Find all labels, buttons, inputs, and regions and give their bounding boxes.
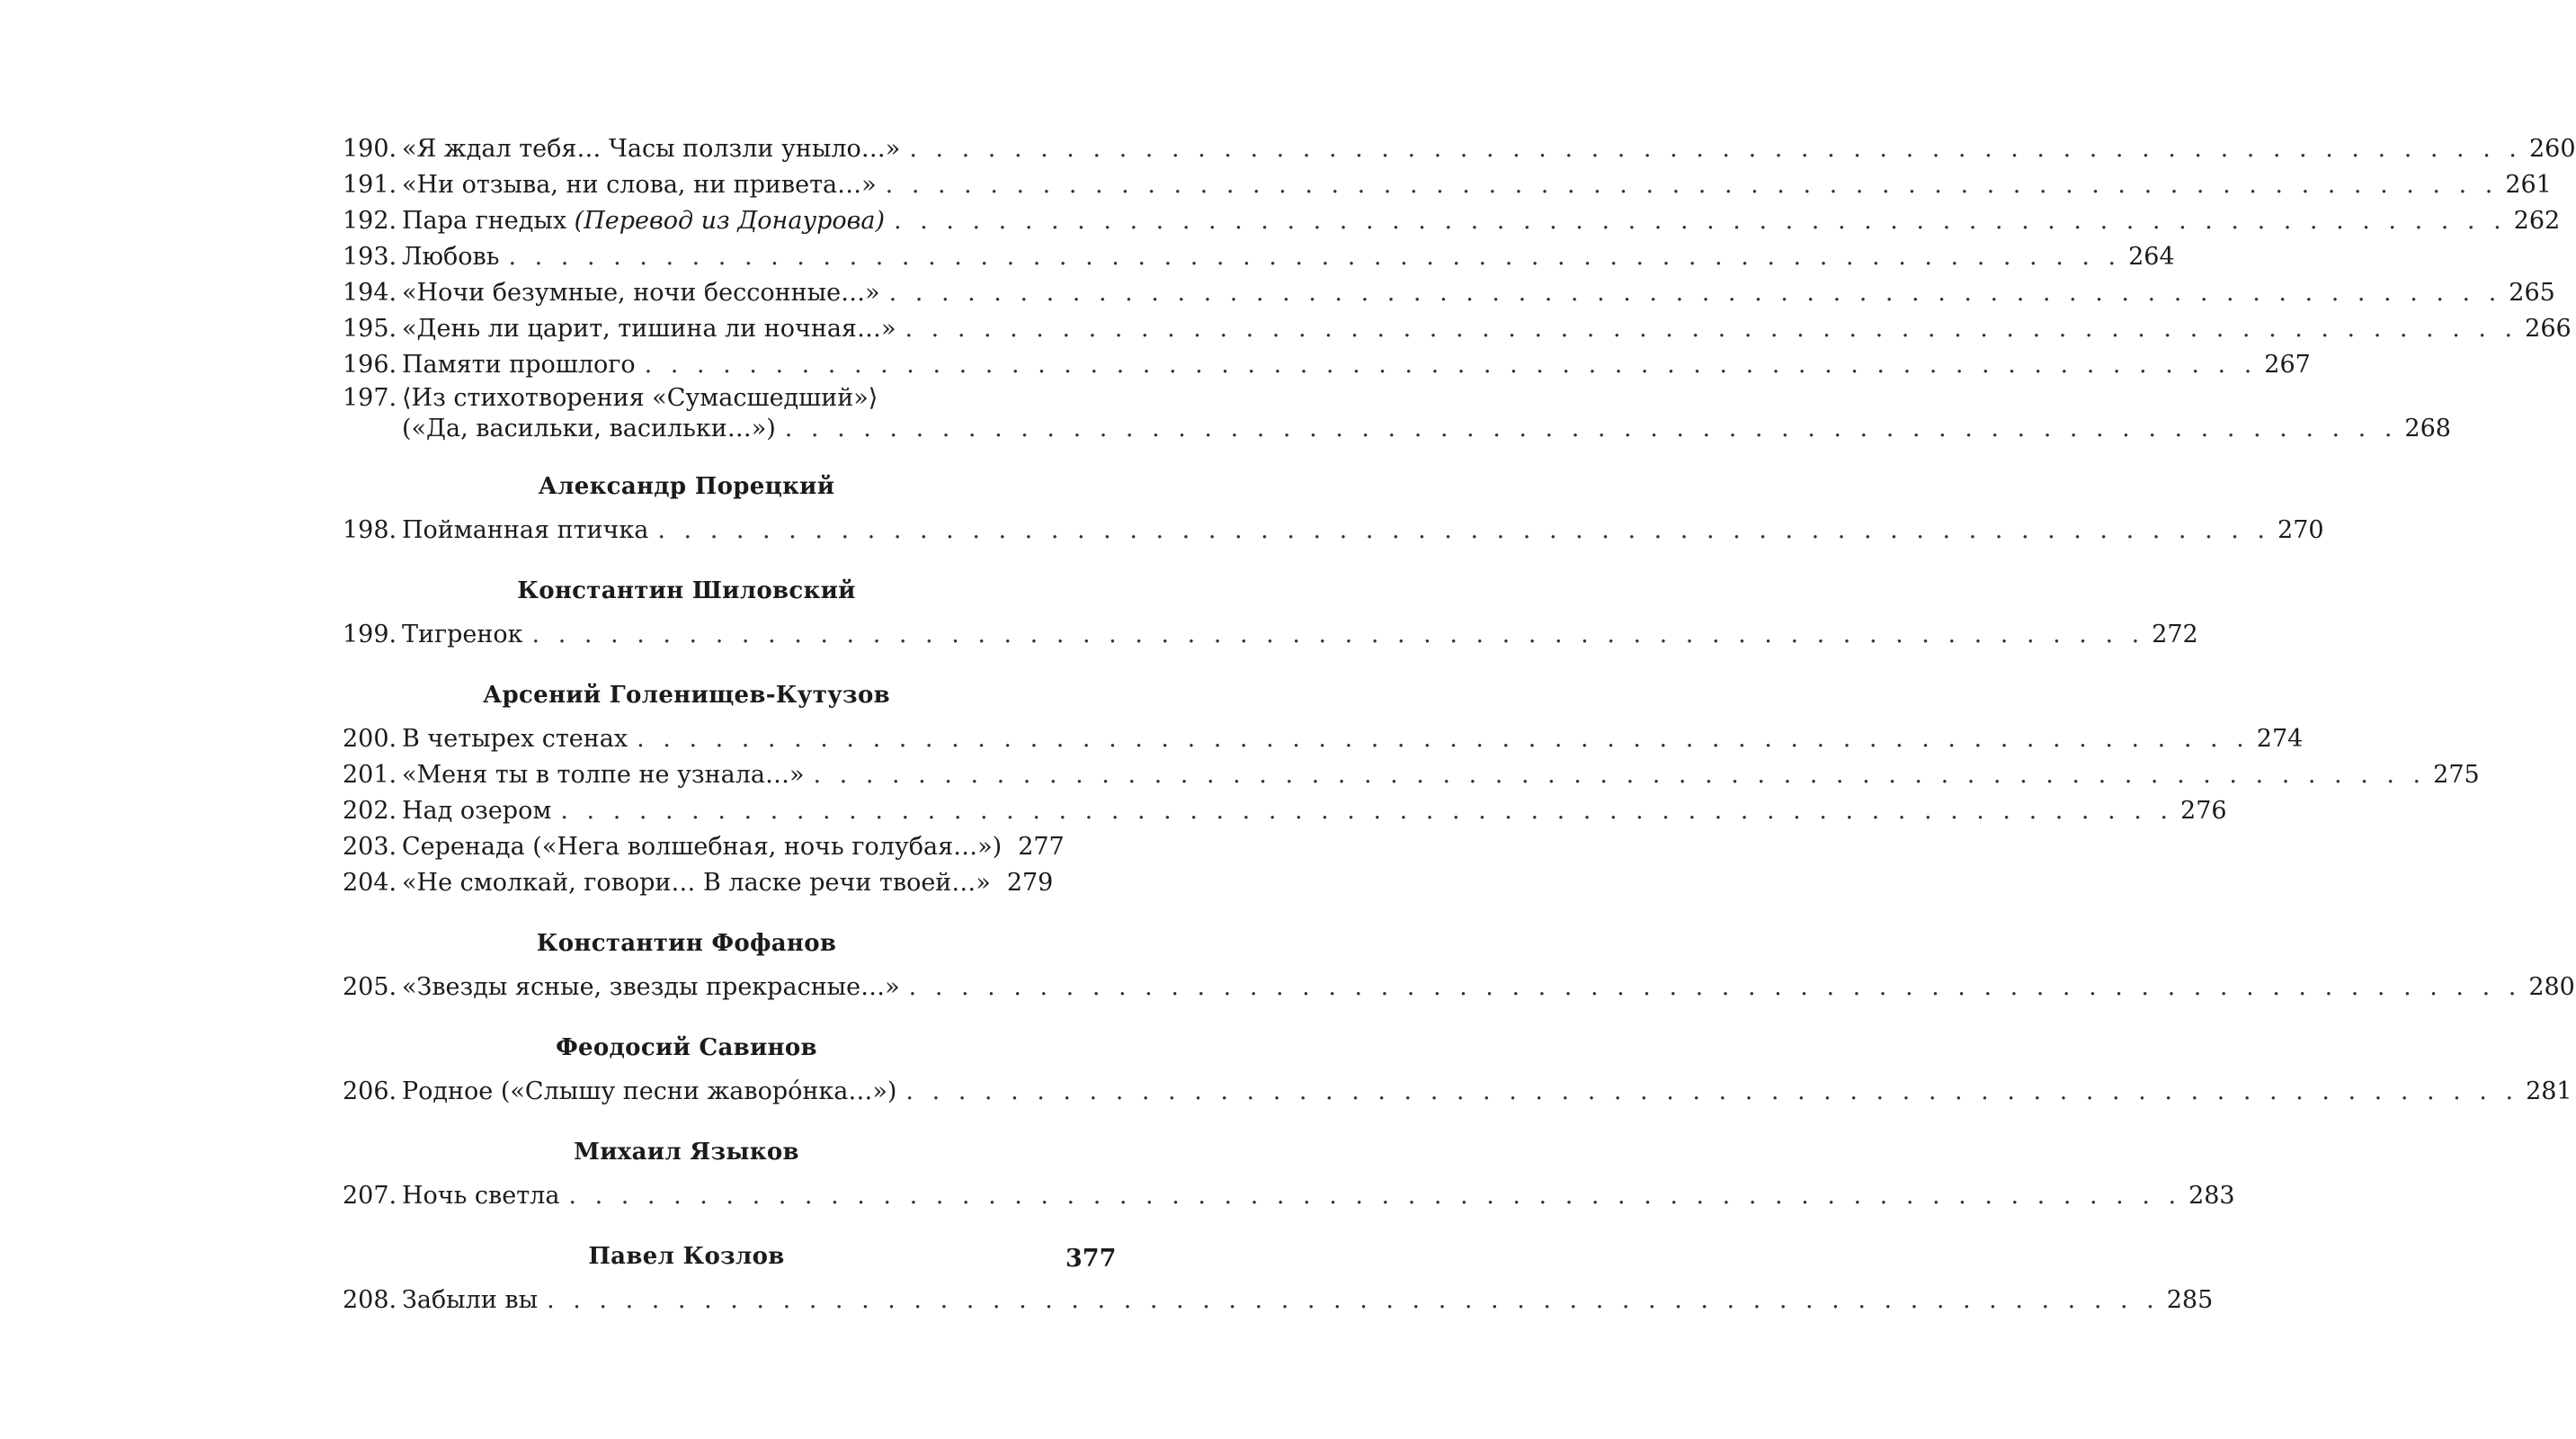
entry-page: 276 <box>2180 797 2227 825</box>
entry-page: 262 <box>2513 207 2561 235</box>
entry-title-text: «Ни отзыва, ни слова, ни привета…» <box>402 171 877 199</box>
entry-number: 202. <box>343 797 397 825</box>
toc-entry[interactable] <box>343 383 2451 444</box>
entry-title-text: Родное («Слышу песни жаворóнка…») <box>402 1077 897 1105</box>
entry-page: 266 <box>2525 315 2572 343</box>
dot-leader: . . . . . . . . . . . . . . . . . . . . . . . . . . . . . . . . . . . . . . . . . . . . . . . . . . . . . . . . . . . . . . <box>547 1286 2160 1314</box>
dot-leader: . . . . . . . . . . . . . . . . . . . . . . . . . . . . . . . . . . . . . . . . . . . . . . . . . . . . . . . . . . . . . . <box>637 725 2250 753</box>
toc-entry-second-line <box>343 414 2451 444</box>
entry-number: 190. <box>343 135 397 163</box>
toc-entry[interactable] <box>343 1283 2214 1318</box>
toc-entry[interactable] <box>343 239 2175 275</box>
entry-title-text: «Меня ты в толпе не узнала…» <box>402 761 805 789</box>
dot-leader: . . . . . . . . . . . . . . . . . . . . . . . . . . . . . . . . . . . . . . . . . . . . . . . . . . . . . . . . . . . . . . <box>560 797 2174 825</box>
entry-number: 208. <box>343 1286 397 1314</box>
entry-title <box>402 513 648 549</box>
entry-title-text: «Не смолкай, говори… В ласке речи твоей…» <box>402 869 991 897</box>
entry-title <box>402 131 900 167</box>
entry-number: 194. <box>343 279 397 307</box>
toc-entry[interactable] <box>343 1074 2572 1110</box>
dot-leader: . . . . . . . . . . . . . . . . . . . . . . . . . . . . . . . . . . . . . . . . . . . . . . . . . . . . . . . . . . . . . . <box>905 1077 2519 1105</box>
entry-title <box>402 239 499 275</box>
toc-entry[interactable] <box>343 970 2575 1006</box>
entry-number: 201. <box>343 761 397 789</box>
entry-page: 274 <box>2256 725 2304 753</box>
entry-page: 272 <box>2152 621 2198 648</box>
entry-title <box>402 970 900 1006</box>
toc-entry[interactable] <box>343 793 2227 829</box>
entry-title <box>402 829 1002 865</box>
dot-leader: . . . . . . . . . . . . . . . . . . . . . . . . . . . . . . . . . . . . . . . . . . . . . . . . . . . . . . . . . . . . . . <box>885 171 2499 199</box>
entry-page: 285 <box>2166 1286 2214 1314</box>
entry-number: 195. <box>343 315 397 343</box>
entry-page: 261 <box>2505 171 2552 199</box>
entry-number: 197. <box>343 384 397 412</box>
entry-page: 281 <box>2526 1077 2572 1105</box>
entry-title-text: Серенада («Нега волшебная, ночь голубая…») <box>402 833 1003 861</box>
toc-entry[interactable] <box>343 131 2576 167</box>
entry-title <box>402 347 636 383</box>
entry-title <box>402 721 628 757</box>
entry-number: 196. <box>343 351 397 379</box>
author-heading: Константин Фофанов <box>536 930 837 957</box>
entry-page: 268 <box>2404 415 2451 442</box>
entry-title-text: Над озером <box>402 797 552 825</box>
toc-entry[interactable] <box>343 617 2198 653</box>
entry-title <box>402 1178 559 1214</box>
entry-title <box>402 311 896 347</box>
toc-entry-first-line <box>343 383 1030 414</box>
entry-title <box>402 275 880 311</box>
entry-title-text: «Я ждал тебя… Часы ползли уныло…» <box>402 135 901 163</box>
entry-page: 264 <box>2128 243 2175 271</box>
author-heading: Константин Шиловский <box>517 577 856 604</box>
entry-title: ⟨Из стихотворения «Сумасшедший»⟩ <box>402 384 878 412</box>
toc-entry[interactable] <box>343 829 1065 865</box>
entry-title <box>402 865 991 901</box>
entry-title <box>402 1283 538 1318</box>
dot-leader: . . . . . . . . . . . . . . . . . . . . . . . . . . . . . . . . . . . . . . . . . . . . . . . . . . . . . . . . . . . . . . <box>813 761 2427 789</box>
entry-number: 199. <box>343 621 397 648</box>
toc-entry[interactable] <box>343 275 2555 311</box>
entry-page: 275 <box>2433 761 2480 789</box>
dot-leader: . . . . . . . . . . . . . . . . . . . . . . . . . . . . . . . . . . . . . . . . . . . . . . . . . . . . . . . . . . . . . . <box>657 516 2271 544</box>
entry-title <box>402 203 885 239</box>
entry-title <box>402 167 877 203</box>
dot-leader: . . . . . . . . . . . . . . . . . . . . . . . . . . . . . . . . . . . . . . . . . . . . . . . . . . . . . . . . . . . . . . <box>905 315 2518 343</box>
entry-title-text: «День ли царит, тишина ли ночная…» <box>402 315 896 343</box>
entry-title-text: В четырех стенах <box>402 725 628 753</box>
entry-subtitle: («Да, васильки, васильки…») <box>402 415 776 442</box>
entry-number: 207. <box>343 1182 397 1210</box>
entry-page: 260 <box>2528 135 2576 163</box>
entry-number: 206. <box>343 1077 397 1105</box>
dot-leader: . . . . . . . . . . . . . . . . . . . . . . . . . . . . . . . . . . . . . . . . . . . . . . . . . . . . . . . . . . . . . . <box>909 135 2522 163</box>
entry-title-text: Ночь светла <box>402 1182 560 1210</box>
entry-title-text: Пойманная птичка <box>402 516 649 544</box>
entry-title-text: Любовь <box>402 243 500 271</box>
toc-entry[interactable] <box>343 167 2552 203</box>
dot-leader: . . . . . . . . . . . . . . . . . . . . . . . . . . . . . . . . . . . . . . . . . . . . . . . . . . . . . . . . . . . . . . <box>908 973 2522 1001</box>
entry-number: 191. <box>343 171 397 199</box>
author-heading: Феодосий Савинов <box>556 1034 817 1061</box>
entry-page: 279 <box>1006 869 1054 897</box>
author-heading: Павел Козлов <box>588 1243 785 1270</box>
entry-title <box>402 1074 896 1110</box>
dot-leader: . . . . . . . . . . . . . . . . . . . . . . . . . . . . . . . . . . . . . . . . . . . . . . . . . . . . . . . . . . . . . . <box>508 243 2122 271</box>
entry-title-text: Пара гнедых <box>402 207 567 235</box>
entry-title-text: Тигренок <box>402 621 523 648</box>
toc-entry[interactable] <box>343 1178 2235 1214</box>
author-heading: Арсений Голенищев-Кутузов <box>483 682 890 709</box>
entry-page: 265 <box>2509 279 2555 307</box>
toc-entry[interactable] <box>343 347 2311 383</box>
entry-page: 283 <box>2188 1182 2235 1210</box>
entry-title-text: «Звезды ясные, звезды прекрасные…» <box>402 973 900 1001</box>
toc-entry[interactable] <box>343 757 2480 793</box>
dot-leader: . . . . . . . . . . . . . . . . . . . . . . . . . . . . . . . . . . . . . . . . . . . . . . . . . . . . . . . . . . . . . . <box>568 1182 2182 1210</box>
entry-note: (Перевод из Донаурова) <box>574 207 885 235</box>
toc-entry[interactable] <box>343 865 1054 901</box>
page-number: 377 <box>1065 1245 1117 1273</box>
dot-leader: . . . . . . . . . . . . . . . . . . . . . . . . . . . . . . . . . . . . . . . . . . . . . . . . . . . . . . . . . . . . . . <box>888 279 2502 307</box>
entry-page: 270 <box>2277 516 2324 544</box>
entry-number: 198. <box>343 516 397 544</box>
entry-title-text: Памяти прошлого <box>402 351 636 379</box>
entry-number: 204. <box>343 869 397 897</box>
toc-entry[interactable] <box>343 721 2304 757</box>
entry-title <box>402 793 551 829</box>
dot-leader: . . . . . . . . . . . . . . . . . . . . . . . . . . . . . . . . . . . . . . . . . . . . . . . . . . . . . . . . . . . . . . <box>644 351 2258 379</box>
dot-leader: . . . . . . . . . . . . . . . . . . . . . . . . . . . . . . . . . . . . . . . . . . . . . . . . . . . . . . . . . . . . . . <box>531 621 2145 648</box>
dot-leader: . . . . . . . . . . . . . . . . . . . . . . . . . . . . . . . . . . . . . . . . . . . . . . . . . . . . . . . . . . . . . . <box>894 207 2507 235</box>
entry-number: 200. <box>343 725 397 753</box>
entry-title <box>402 757 804 793</box>
author-heading: Михаил Языков <box>574 1139 799 1166</box>
entry-page: 277 <box>1018 833 1065 861</box>
author-heading: Александр Порецкий <box>538 473 835 500</box>
entry-title <box>402 617 523 653</box>
toc-entry[interactable] <box>343 203 2561 239</box>
toc-entry[interactable] <box>343 311 2572 347</box>
entry-number: 203. <box>343 833 397 861</box>
entry-page: 267 <box>2264 351 2311 379</box>
dot-leader: . . . . . . . . . . . . . . . . . . . . . . . . . . . . . . . . . . . . . . . . . . . . . . . . . . . . . . . . . . . . . . <box>784 415 2398 442</box>
entry-number: 193. <box>343 243 397 271</box>
entry-title-text: «Ночи безумные, ночи бессонные…» <box>402 279 880 307</box>
entry-number: 205. <box>343 973 397 1001</box>
toc-entry[interactable] <box>343 513 2324 549</box>
entry-title-text: Забыли вы <box>402 1286 539 1314</box>
entry-number: 192. <box>343 207 397 235</box>
entry-page: 280 <box>2528 973 2575 1001</box>
